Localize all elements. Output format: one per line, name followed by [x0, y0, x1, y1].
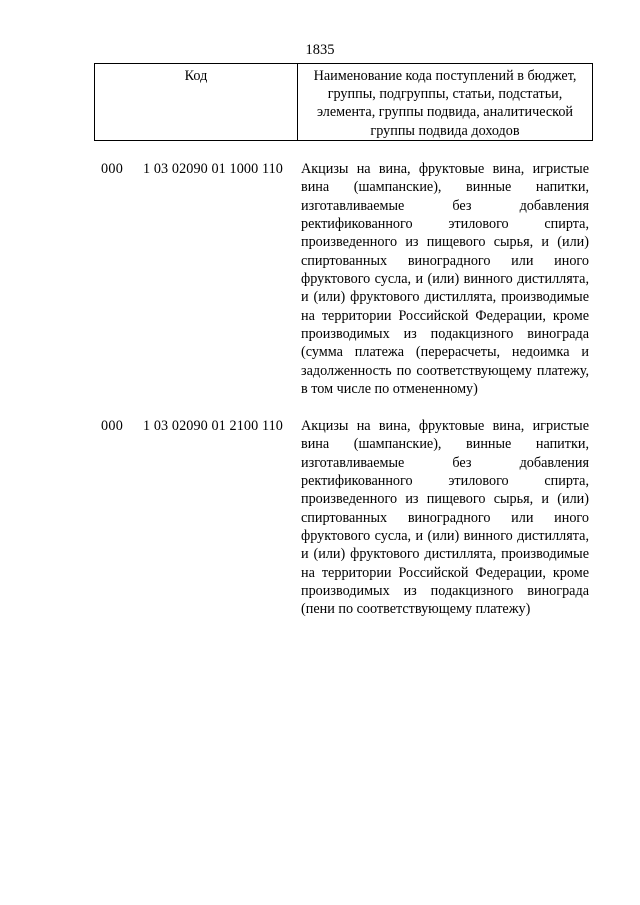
revenue-code: 1 03 02090 01 2100 110: [143, 418, 284, 434]
admin-code: 000: [101, 161, 124, 177]
header-name-column: Наименование кода поступлений в бюджет, группы, подгруппы, статьи, подстатьи, элемента, группы подвида, аналитической группы подвида доходов: [313, 68, 577, 139]
admin-code: 000: [101, 418, 124, 434]
revenue-description: Акцизы на вина, фруктовые вина, игристые вина (шампанские), винные напитки, изготавливаемые без добавления ректификованного этилового спирта, произведенного из пищевого сырья, и (или) спиртованных виноградного или иного фруктового сусла, и (или) винного дистиллята, и (или) фруктового дистиллята, производимые на территории Российской Федерации, кроме производимых из подакцизного винограда (сумма платежа (перерасчеты, недоимка и задолженность по соответствующему платежу, в том числе по отмененному): [301, 161, 589, 398]
page-number: 1835: [305, 42, 335, 58]
revenue-description: Акцизы на вина, фруктовые вина, игристые вина (шампанские), винные напитки, изготавливаемые без добавления ректификованного этилового спирта, произведенного из пищевого сырья, и (или) спиртованных виноградного или иного фруктового сусла, и (или) винного дистиллята, и (или) фруктового дистиллята, производимые на территории Российской Федерации, кроме производимых из подакцизного винограда (пени по соответствующему платежу): [301, 418, 589, 618]
table-header: [94, 63, 593, 141]
header-code-column: Код: [95, 64, 298, 140]
revenue-code: 1 03 02090 01 1000 110: [143, 161, 284, 177]
